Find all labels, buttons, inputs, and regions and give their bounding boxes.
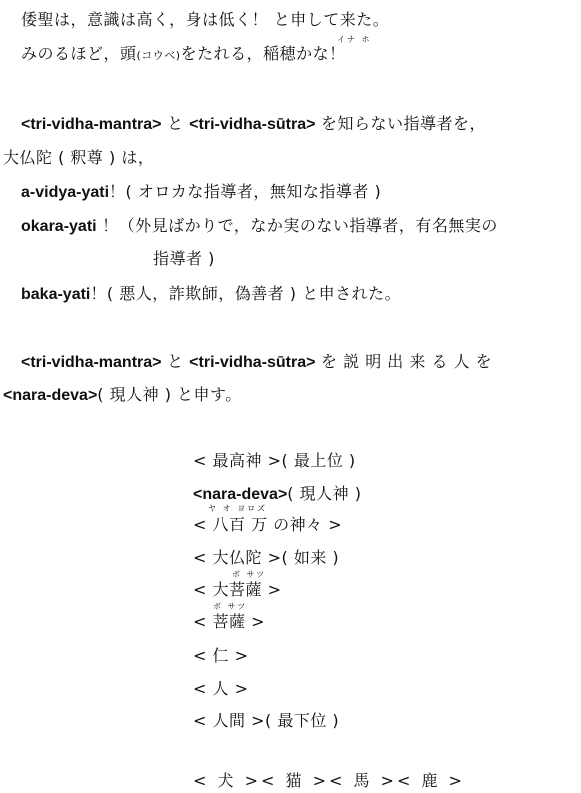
text-line-9-to: と [161, 352, 190, 371]
hierarchy-item-jin: < 仁 > [193, 646, 249, 665]
hierarchy-nara-deva-term: <nara-deva> [193, 486, 288, 503]
text-line-7: 指導者 ) [153, 249, 215, 268]
text-line-6 [21, 216, 498, 237]
text-line-2-part-c: をたれる，稲穂かな！ [180, 44, 346, 63]
hierarchy-item-ningen: < 人間 >( 最下位 ) [193, 711, 340, 730]
hierarchy-item-nara-deva [193, 484, 361, 505]
text-line-5 [21, 182, 381, 203]
hierarchy-item-daibutsuda: < 大仏陀 >( 如来 ) [193, 548, 340, 567]
hierarchy-nara-deva-note: ( 現人神 ) [287, 484, 362, 503]
term-okara-yati: okara-yati [21, 218, 97, 235]
hierarchy-item-hito: < 人 > [193, 679, 249, 698]
hierarchy-item-daibosatsu: < 大菩薩 > [193, 580, 282, 599]
text-line-2-kobe: (コウベ) [136, 49, 181, 62]
text-line-2 [21, 44, 346, 66]
term-tri-vidha-mantra: <tri-vidha-mantra> [21, 116, 162, 133]
term-tri-vidha-sutra-2: <tri-vidha-sūtra> [189, 354, 316, 371]
ruby-yaoyorozu: ヤ オ ヨロズ [208, 504, 268, 513]
text-line-4: 大仏陀 ( 釈尊 ) は， [3, 148, 155, 167]
term-a-vidya-yati: a-vidya-yati [21, 184, 110, 201]
text-line-3-to: と [161, 114, 190, 133]
text-line-1: 倭聖は，意識は高く，身は低く！ と申して来た。 [21, 10, 390, 29]
text-line-6-desc: ！（外見ばかりで，なか実のない指導者，有名無実の [96, 216, 498, 235]
ruby-bosatsu-1: ボ サツ [232, 570, 267, 579]
hierarchy-item-saikoshin: < 最高神 >( 最上位 ) [193, 451, 356, 470]
text-line-2-part-a: みのるほど，頭 [21, 44, 137, 63]
text-line-9-tail: を 説 明 出 来 る 人 を [315, 352, 493, 371]
hierarchy-item-animals: < 犬 >< 猫 >< 馬 >< 鹿 > [193, 771, 465, 790]
text-line-9 [21, 352, 492, 373]
text-line-3-tail: を知らない指導者を， [315, 114, 487, 133]
ruby-bosatsu-2: ボ サツ [213, 602, 248, 611]
text-line-10 [3, 385, 242, 406]
ruby-inaho: イナ ホ [337, 35, 372, 44]
term-tri-vidha-sutra: <tri-vidha-sūtra> [189, 116, 316, 133]
hierarchy-item-yaoyorozu: < 八百 万 の神々 > [193, 515, 343, 534]
text-line-3 [21, 114, 486, 135]
text-line-8 [21, 284, 401, 305]
text-line-10-tail: ( 現人神 ) と申す。 [97, 385, 242, 404]
term-baka-yati: baka-yati [21, 286, 91, 303]
hierarchy-item-bosatsu: < 菩薩 > [193, 612, 265, 631]
text-line-5-desc: ！( オロカな指導者，無知な指導者 ) [109, 182, 382, 201]
term-nara-deva: <nara-deva> [3, 387, 98, 404]
term-tri-vidha-mantra-2: <tri-vidha-mantra> [21, 354, 162, 371]
text-line-8-desc: ！( 悪人，詐欺師，偽善者 ) と申された。 [90, 284, 402, 303]
